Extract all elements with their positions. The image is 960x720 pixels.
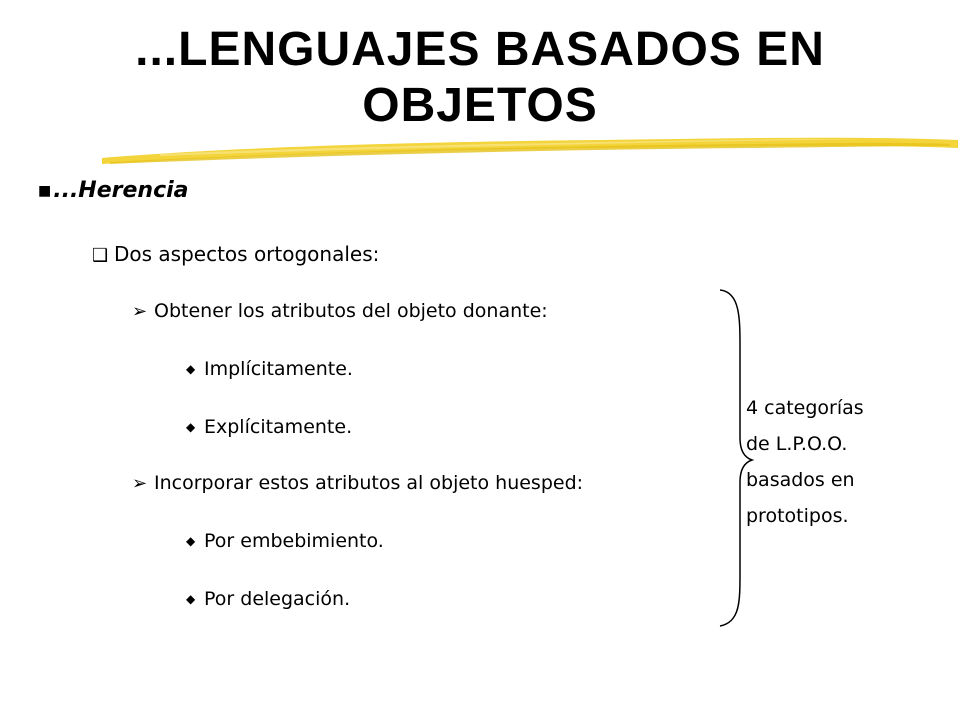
square-bullet-icon: ■ (38, 183, 52, 199)
level3-label-1: Obtener los atributos del objeto donante: (154, 300, 548, 322)
checkbox-bullet-icon: ❑ (92, 245, 109, 266)
level3-item-2 (132, 472, 583, 494)
level3-item-1 (132, 300, 548, 322)
diamond-bullet-icon: ◆ (186, 534, 196, 548)
level3-label-2: Incorporar estos atributos al objeto huesped: (154, 472, 584, 494)
diamond-bullet-icon: ◆ (186, 362, 196, 376)
level2-item (92, 242, 379, 266)
slide-title-line1: ...LENGUAJES BASADOS EN (135, 23, 825, 76)
level4-item-2 (186, 416, 352, 438)
level4-label-2: Explícitamente. (204, 416, 353, 438)
note-line1: 4 categorías (746, 397, 864, 419)
slide-title (40, 22, 920, 134)
level1-item (38, 178, 189, 203)
arrowhead-bullet-icon: ➢ (132, 301, 148, 322)
category-note (746, 390, 946, 534)
level4-label-3: Por embebimiento. (204, 530, 384, 552)
arrowhead-bullet-icon: ➢ (132, 473, 148, 494)
diamond-bullet-icon: ◆ (186, 420, 196, 434)
level1-label: ...Herencia (53, 178, 189, 203)
slide-title-line2: OBJETOS (362, 79, 598, 132)
note-line2: de L.P.O.O. (746, 433, 848, 455)
note-line4: prototipos. (746, 505, 849, 527)
level2-label: Dos aspectos ortogonales: (114, 242, 380, 266)
note-line3: basados en (746, 469, 855, 491)
level4-item-4 (186, 588, 350, 610)
level4-item-1 (186, 358, 353, 380)
level4-label-1: Implícitamente. (204, 358, 353, 380)
title-underline-brush (100, 128, 960, 168)
diamond-bullet-icon: ◆ (186, 592, 196, 606)
level4-label-4: Por delegación. (204, 588, 351, 610)
level4-item-3 (186, 530, 384, 552)
